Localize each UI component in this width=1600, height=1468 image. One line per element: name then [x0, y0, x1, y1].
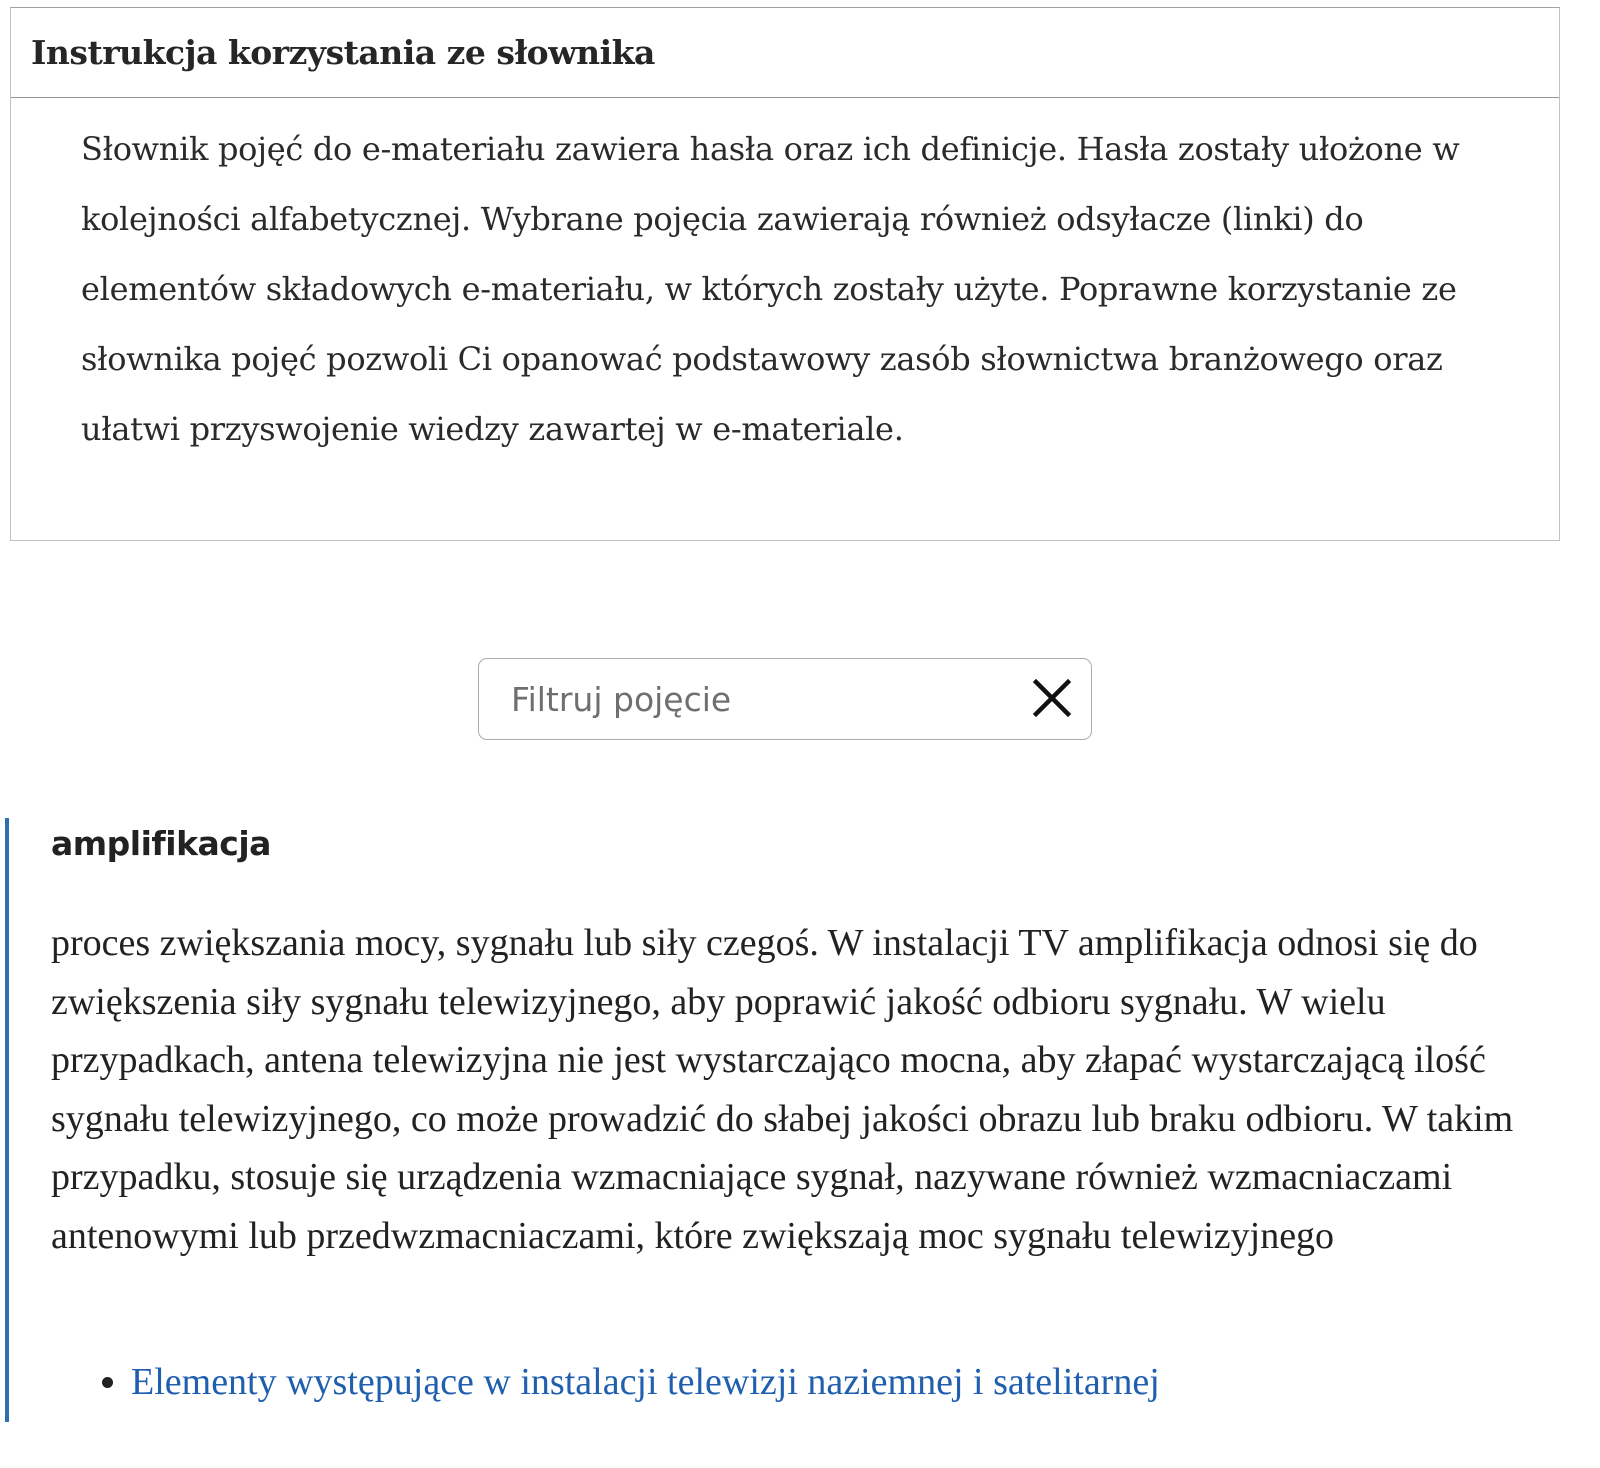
- instructions-title: Instrukcja korzystania ze słownika: [31, 33, 655, 72]
- filter-input[interactable]: [509, 659, 1013, 739]
- entry-definition: proces zwiększania mocy, sygnału lub siły czegoś. W instalacji TV amplifikacja odnosi się do zwiększenia siły sygnału telewizyjnego, aby poprawić jakość odbioru sygnału. W wielu przypadkach, antena telewizyjna nie jest wystarczająco mocna, aby złapać wystarczającą ilość sygnału telewizyjnego, co może prowadzić do słabej jakości obrazu lub braku odbioru. W takim przypadku, stosuje się urządzenia wzmacniające sygnał, nazywane również wzmacniaczami antenowymi lub przedwzmacniaczami, które zwiększają moc sygnału telewizyjnego: [51, 922, 1514, 1257]
- entry-links: [51, 1360, 1160, 1404]
- instructions-body: Słownik pojęć do e-materiału zawiera hasła oraz ich definicje. Hasła zostały ułożone w kolejności alfabetycznej. Wybrane pojęcia zawierają również odsyłacze (linki) do elementów składowych e-materiału, w których zostały użyte. Poprawne korzystanie ze słownika pojęć pozwoli Ci opanować podstawowy zasób słownictwa branżowego oraz ułatwi przyswojenie wiedzy zawartej w e-materiale.: [81, 130, 1460, 448]
- entry-link[interactable]: Elementy występujące w instalacji telewizji naziemnej i satelitarnej: [131, 1361, 1160, 1403]
- entry-term: amplifikacja: [51, 824, 271, 863]
- glossary-instructions: [10, 7, 1560, 541]
- list-item: [131, 1360, 1160, 1404]
- filter-field[interactable]: [478, 658, 1092, 740]
- instructions-header: [11, 8, 1559, 98]
- close-icon[interactable]: [1031, 677, 1073, 719]
- glossary-entry: [5, 818, 1569, 1422]
